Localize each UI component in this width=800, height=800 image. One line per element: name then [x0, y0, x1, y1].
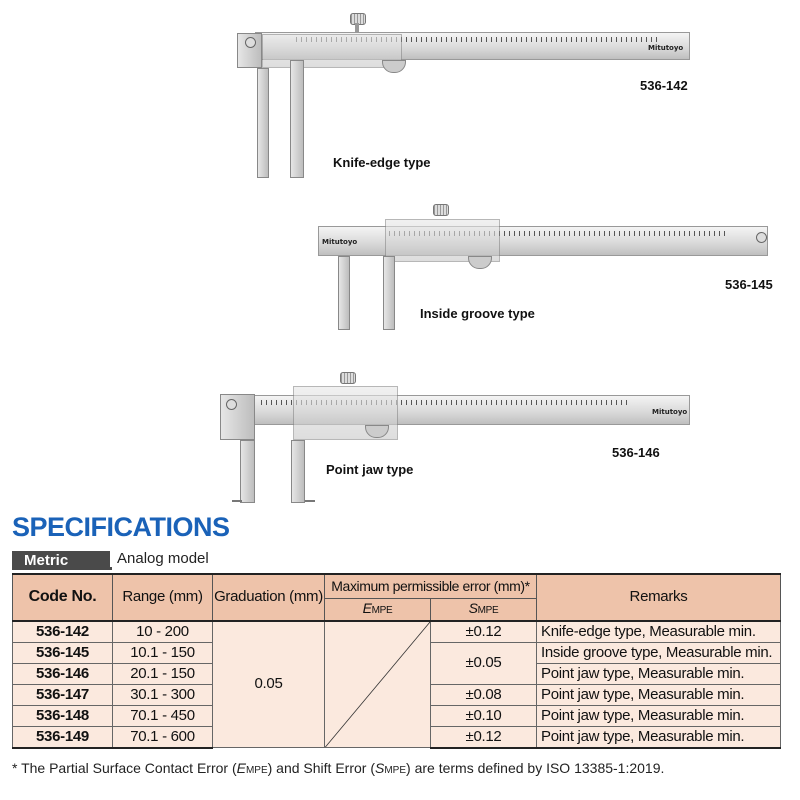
- moving-jaw: [291, 440, 305, 503]
- table-row: 536-148 70.1 - 450 ±0.10 Point jaw type, Measurable min.: [13, 705, 781, 726]
- header-remarks: Remarks: [537, 574, 781, 621]
- fixed-jaw: [338, 256, 350, 330]
- graduation-cell: 0.05: [213, 621, 325, 748]
- header-range: Range (mm): [113, 574, 213, 621]
- fixed-jaw: [257, 68, 269, 178]
- model-label: Analog model: [117, 550, 209, 567]
- thumb-knob: [433, 204, 449, 216]
- moving-jaw: [290, 60, 304, 178]
- product-type-label: Inside groove type: [420, 306, 535, 321]
- fixed-jaw-block: [220, 394, 255, 440]
- screw-icon: [756, 232, 767, 243]
- specifications-heading: SPECIFICATIONS: [12, 512, 230, 542]
- table-row: 536-147 30.1 - 300 ±0.08 Point jaw type, Measurable min.: [13, 684, 781, 705]
- specifications-table: [12, 573, 781, 749]
- header-code: Code No.: [13, 574, 113, 621]
- fine-adjust-wheel: [382, 60, 406, 73]
- header-smpe: SMPE: [431, 598, 537, 621]
- fixed-jaw: [240, 440, 255, 503]
- product-type-label: Point jaw type: [326, 462, 414, 477]
- caliper-slider: [262, 34, 402, 68]
- brand-logo: Mitutoyo: [322, 238, 358, 246]
- table-row: 536-145 10.1 - 150 ±0.05 Inside groove type, Measurable min.: [13, 642, 781, 663]
- header-empe: EMPE: [325, 598, 431, 621]
- metric-tab: Metric: [12, 551, 110, 570]
- brand-logo: Mitutoyo: [648, 44, 684, 52]
- point-tip: [305, 500, 315, 502]
- fixed-jaw-block: [237, 33, 262, 68]
- product-code: 536-142: [640, 78, 688, 93]
- footnote: * The Partial Surface Contact Error (EMPE) and Shift Error (SMPE) are terms defined by ISO 13385-1:2019.: [12, 760, 665, 776]
- table-row: 536-142 10 - 200 0.05 ±0.12 Knife-edge type, Measurable min.: [13, 621, 781, 643]
- product-code: 536-145: [725, 277, 773, 292]
- header-graduation: Graduation (mm): [213, 574, 325, 621]
- product-code: 536-146: [612, 445, 660, 460]
- table-row: 536-146 20.1 - 150 Point jaw type, Measurable min.: [13, 663, 781, 684]
- header-mpe: Maximum permissible error (mm)*: [325, 574, 537, 598]
- product-type-label: Knife-edge type: [333, 155, 431, 170]
- moving-jaw: [383, 256, 395, 330]
- brand-logo: Mitutoyo: [652, 408, 688, 416]
- empe-cell-na: [325, 621, 431, 748]
- table-row: 536-149 70.1 - 600 ±0.12 Point jaw type, Measurable min.: [13, 726, 781, 748]
- diagonal-slash: [325, 622, 430, 748]
- point-tip: [232, 500, 242, 502]
- thumb-knob: [340, 372, 356, 384]
- fine-adjust-wheel: [468, 256, 492, 269]
